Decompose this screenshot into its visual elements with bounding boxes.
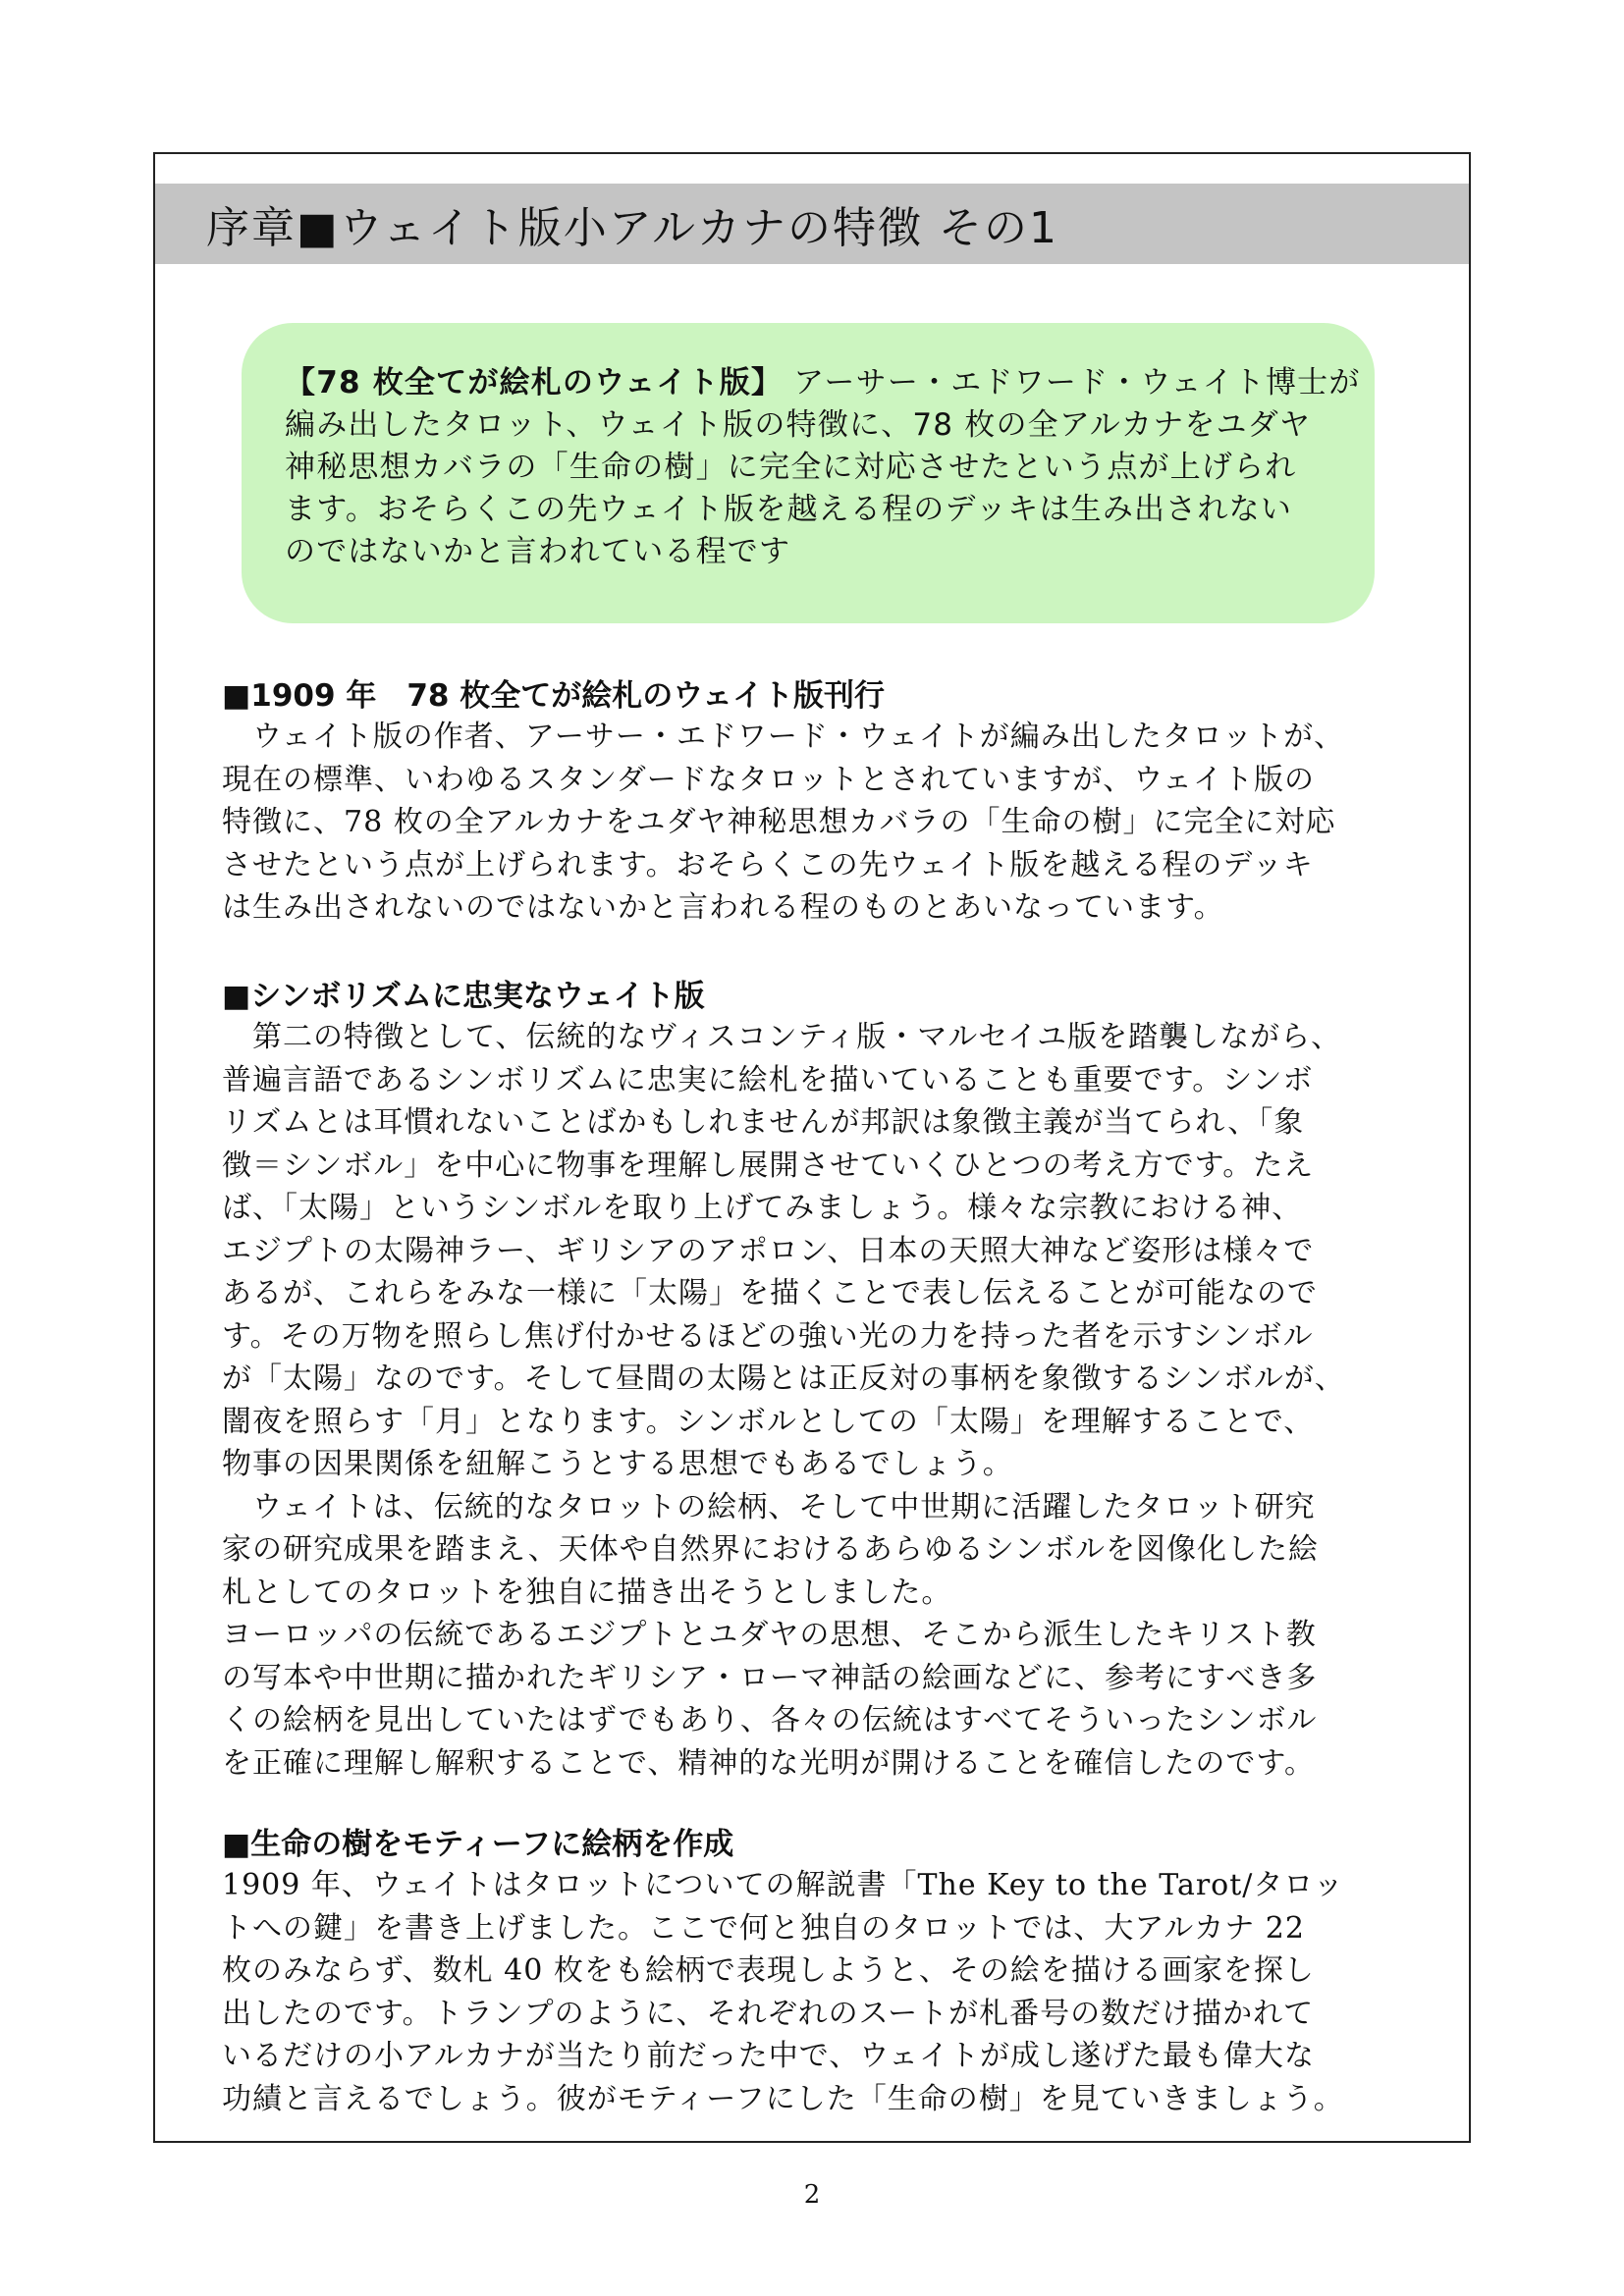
body-line: す。その万物を照らし焦げ付かせるほどの強い光の力を持った者を示すシンボル (222, 1318, 1314, 1354)
body-line: あるが、これらをみな一様に「太陽」を描くことで表し伝えることが可能なので (222, 1276, 1318, 1310)
body-line: ヨーロッパの伝統であるエジプトとユダヤの思想、そこから派生したキリスト教 (222, 1618, 1317, 1652)
body-line: ウェイト版の作者、アーサー・エドワード・ウェイトが編み出したタロットが、 (222, 720, 1345, 754)
summary-callout (242, 323, 1375, 623)
section-body-symbolism (222, 1016, 1410, 1785)
chapter-title: 序章■ウェイト版小アルカナの特徴 その1 (206, 203, 1059, 253)
body-line: トへの鍵」を書き上げました。ここで何と独自のタロットでは、大アルカナ 22 (222, 1910, 1305, 1946)
callout-lead: 【78 枚全てが絵札のウェイト版】 (285, 365, 784, 400)
callout-text: ます。おそらくこの先ウェイト版を越える程のデッキは生み出されない (285, 492, 1293, 527)
callout-text: 編み出したタロット、ウェイト版の特徴に、78 枚の全アルカナをユダヤ (285, 407, 1312, 443)
callout-line (285, 489, 1335, 531)
body-line: ウェイトは、伝統的なタロットの絵柄、そして中世期に活躍したタロット研究 (222, 1489, 1316, 1524)
callout-text: 神秘思想カバラの「生命の樹」に完全に対応させたという点が上げられ (285, 450, 1297, 485)
body-line: 闇夜を照らす「月」となります。シンボルとしての「太陽」を理解することで、 (222, 1404, 1315, 1439)
body-line: エジプトの太陽神ラー、ギリシアのアポロン、日本の天照大神など姿形は様々で (222, 1233, 1315, 1268)
page-number: 2 (803, 2180, 821, 2210)
section-heading-symbolism: ■シンボリズムに忠実なウェイト版 (222, 979, 705, 1014)
chapter-title-bar (155, 184, 1469, 264)
body-line: 札としてのタロットを独自に描き出そうとしました。 (222, 1575, 952, 1610)
body-line: 1909 年、ウェイトはタロットについての解説書「The Key to the Tarot/タロッ (222, 1868, 1344, 1902)
section-body-tree-of-life (222, 1864, 1410, 2120)
body-line: は生み出されないのではないかと言われる程のものとあいなっています。 (222, 890, 1224, 925)
body-line: を正確に理解し解釈することで、精神的な光明が開けることを確信したのです。 (222, 1745, 1315, 1781)
section-heading-1909: ■1909 年 78 枚全てが絵札のウェイト版刊行 (222, 678, 886, 714)
body-line: 第二の特徴として、伝統的なヴィスコンティ版・マルセイユ版を踏襲しながら、 (222, 1020, 1342, 1054)
body-line: が「太陽」なのです。そして昼間の太陽とは正反対の事柄を象徴するシンボルが、 (222, 1362, 1345, 1396)
callout-text: アーサー・エドワード・ウェイト博士が (783, 365, 1361, 400)
body-line: 家の研究成果を踏まえ、天体や自然界におけるあらゆるシンボルを図像化した絵 (222, 1532, 1320, 1567)
body-line: ば、「太陽」というシンボルを取り上げてみましょう。様々な宗教における神、 (222, 1191, 1303, 1225)
section-body-1909 (222, 716, 1410, 930)
body-line: 徴＝シンボル」を中心に物事を理解し展開させていくひとつの考え方です。たえ (222, 1148, 1315, 1183)
callout-line (285, 531, 1335, 573)
page-frame (153, 152, 1471, 2143)
callout-line (285, 362, 1361, 404)
body-line: 特徴に、78 枚の全アルカナをユダヤ神秘思想カバラの「生命の樹」に完全に対応 (222, 805, 1336, 839)
body-line: 枚のみならず、数札 40 枚をも絵柄で表現しようと、その絵を描ける画家を探し (222, 1953, 1315, 1988)
body-line: くの絵柄を見出していたはずでもあり、各々の伝統はすべてそういったシンボル (222, 1703, 1318, 1737)
callout-line (285, 404, 1335, 447)
body-line: いるだけの小アルカナが当たり前だった中で、ウェイトが成し遂げた最も偉大な (222, 2039, 1315, 2073)
body-line: 物事の因果関係を紐解こうとする思想でもあるでしょう。 (222, 1447, 1013, 1481)
callout-text: のではないかと言われている程です (285, 534, 791, 569)
body-line: 現在の標準、いわゆるスタンダードなタロットとされていますが、ウェイト版の (222, 762, 1315, 797)
body-line: リズムとは耳慣れないことばかもしれませんが邦訳は象徴主義が当てられ、「象 (222, 1105, 1305, 1140)
body-line: 普遍言語であるシンボリズムに忠実に絵札を描いていることも重要です。シンボ (222, 1062, 1314, 1097)
section-heading-tree-of-life: ■生命の樹をモティーフに絵柄を作成 (222, 1827, 734, 1862)
body-line: 出したのです。トランプのように、それぞれのスートが札番号の数だけ描かれて (222, 1996, 1315, 2031)
body-line: させたという点が上げられます。おそらくこの先ウェイト版を越える程のデッキ (222, 847, 1314, 882)
body-line: 功績と言えるでしょう。彼がモティーフにした「生命の樹」を見ていきましょう。 (222, 2081, 1344, 2116)
body-line: の写本や中世期に描かれたギリシア・ローマ神話の絵画などに、参考にすべき多 (222, 1660, 1318, 1695)
callout-line (285, 447, 1335, 489)
